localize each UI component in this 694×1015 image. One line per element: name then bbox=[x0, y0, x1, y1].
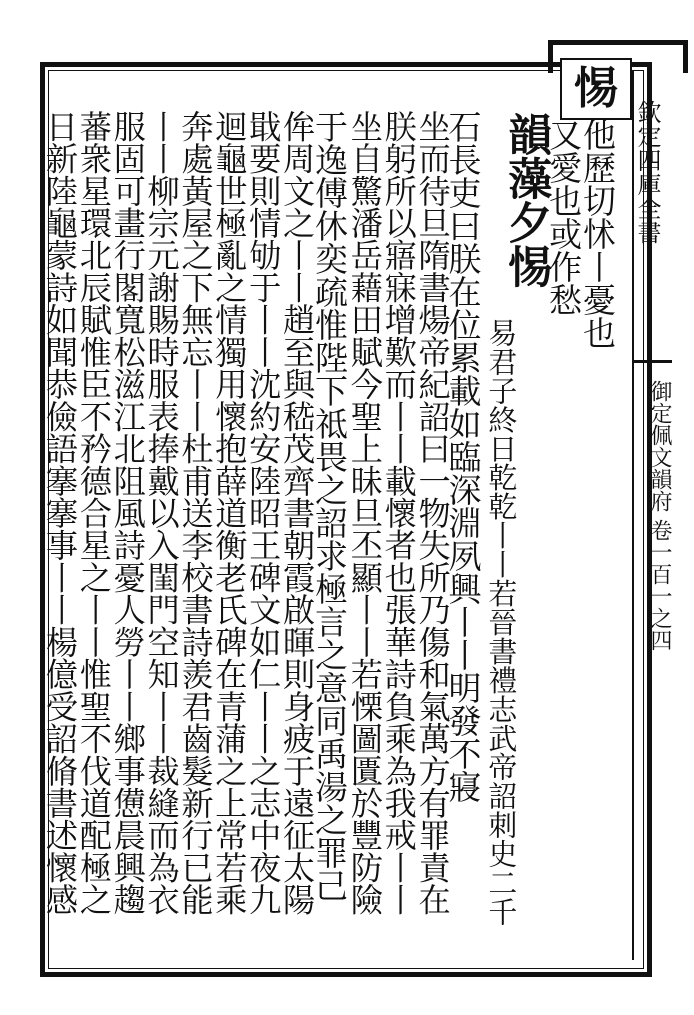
text-column-10: 侔周文之丨丨趙至與嵇茂齊書朝霞啟暉則身疲于遠征太陽 bbox=[278, 110, 317, 916]
text-column-2: 又愛也或作愁 bbox=[544, 118, 584, 316]
text-column-8: 坐自驚潘岳藉田賦今聖上昧旦丕顯丨丨若慄圖匱於豐防險 bbox=[345, 110, 384, 916]
side-label-volume: 御定佩文韻府 卷一百一之四 bbox=[647, 380, 672, 651]
text-column-3: 韻藻夕惕 bbox=[500, 112, 552, 288]
text-column-13: 奔處黃屋之下無忘丨丨杜甫送李校書詩羨君齒髮新行已能 bbox=[176, 110, 215, 916]
text-column-6: 坐而待旦隋書煬帝紀詔曰一物失所乃傷和氣萬方有罪責在 bbox=[413, 110, 452, 916]
text-column-11: 戢要則情劬于丨丨沈約安陸昭王碑文如仁丨丨之志中夜九 bbox=[244, 110, 283, 916]
text-column-7: 朕躬所以寤寐增歎而丨丨載懷者也張華詩負乘為我戒丨丨 bbox=[379, 110, 418, 916]
text-column-16: 蕃衆星環北辰賦惟臣不矜德合星之丨丨惟聖不伐道配極之 bbox=[74, 110, 113, 916]
text-column-9: 于逸傅休奕疏惟陛下祗畏之詔求極言之意同禹湯之罪己 bbox=[310, 110, 349, 902]
text-column-4: 易君子終日乾乾丨丨若晉書禮志武帝詔刺史二千 bbox=[484, 318, 519, 926]
text-column-5: 石長吏曰朕在位累載如臨深淵夙興丨丨明發不寢 bbox=[443, 110, 483, 803]
text-column-14: 丨丨柳宗元謝賜時服表捧戴以入閨門空知丨丨裁縫而為衣 bbox=[142, 110, 181, 916]
side-rule bbox=[632, 360, 672, 363]
text-column-15: 服固可畫行閣寬松滋江北阻風詩憂人勞丨丨鄉事憊晨興趨 bbox=[108, 110, 147, 916]
text-column-17: 日新陸龜蒙詩如聞恭儉語搴搴事丨丨楊億受詔脩書述懷感 bbox=[41, 110, 79, 916]
headword-box bbox=[560, 58, 632, 120]
side-label-book: 欽定四庫全書 bbox=[633, 100, 661, 244]
headword: 惕 bbox=[574, 63, 618, 114]
text-column-12: 迴龜世極亂之情獨用懷抱薛道衡老氏碑在青蒲之上常若乘 bbox=[210, 110, 249, 916]
text-column-1: 他歷切怵丨憂也 bbox=[578, 118, 617, 349]
